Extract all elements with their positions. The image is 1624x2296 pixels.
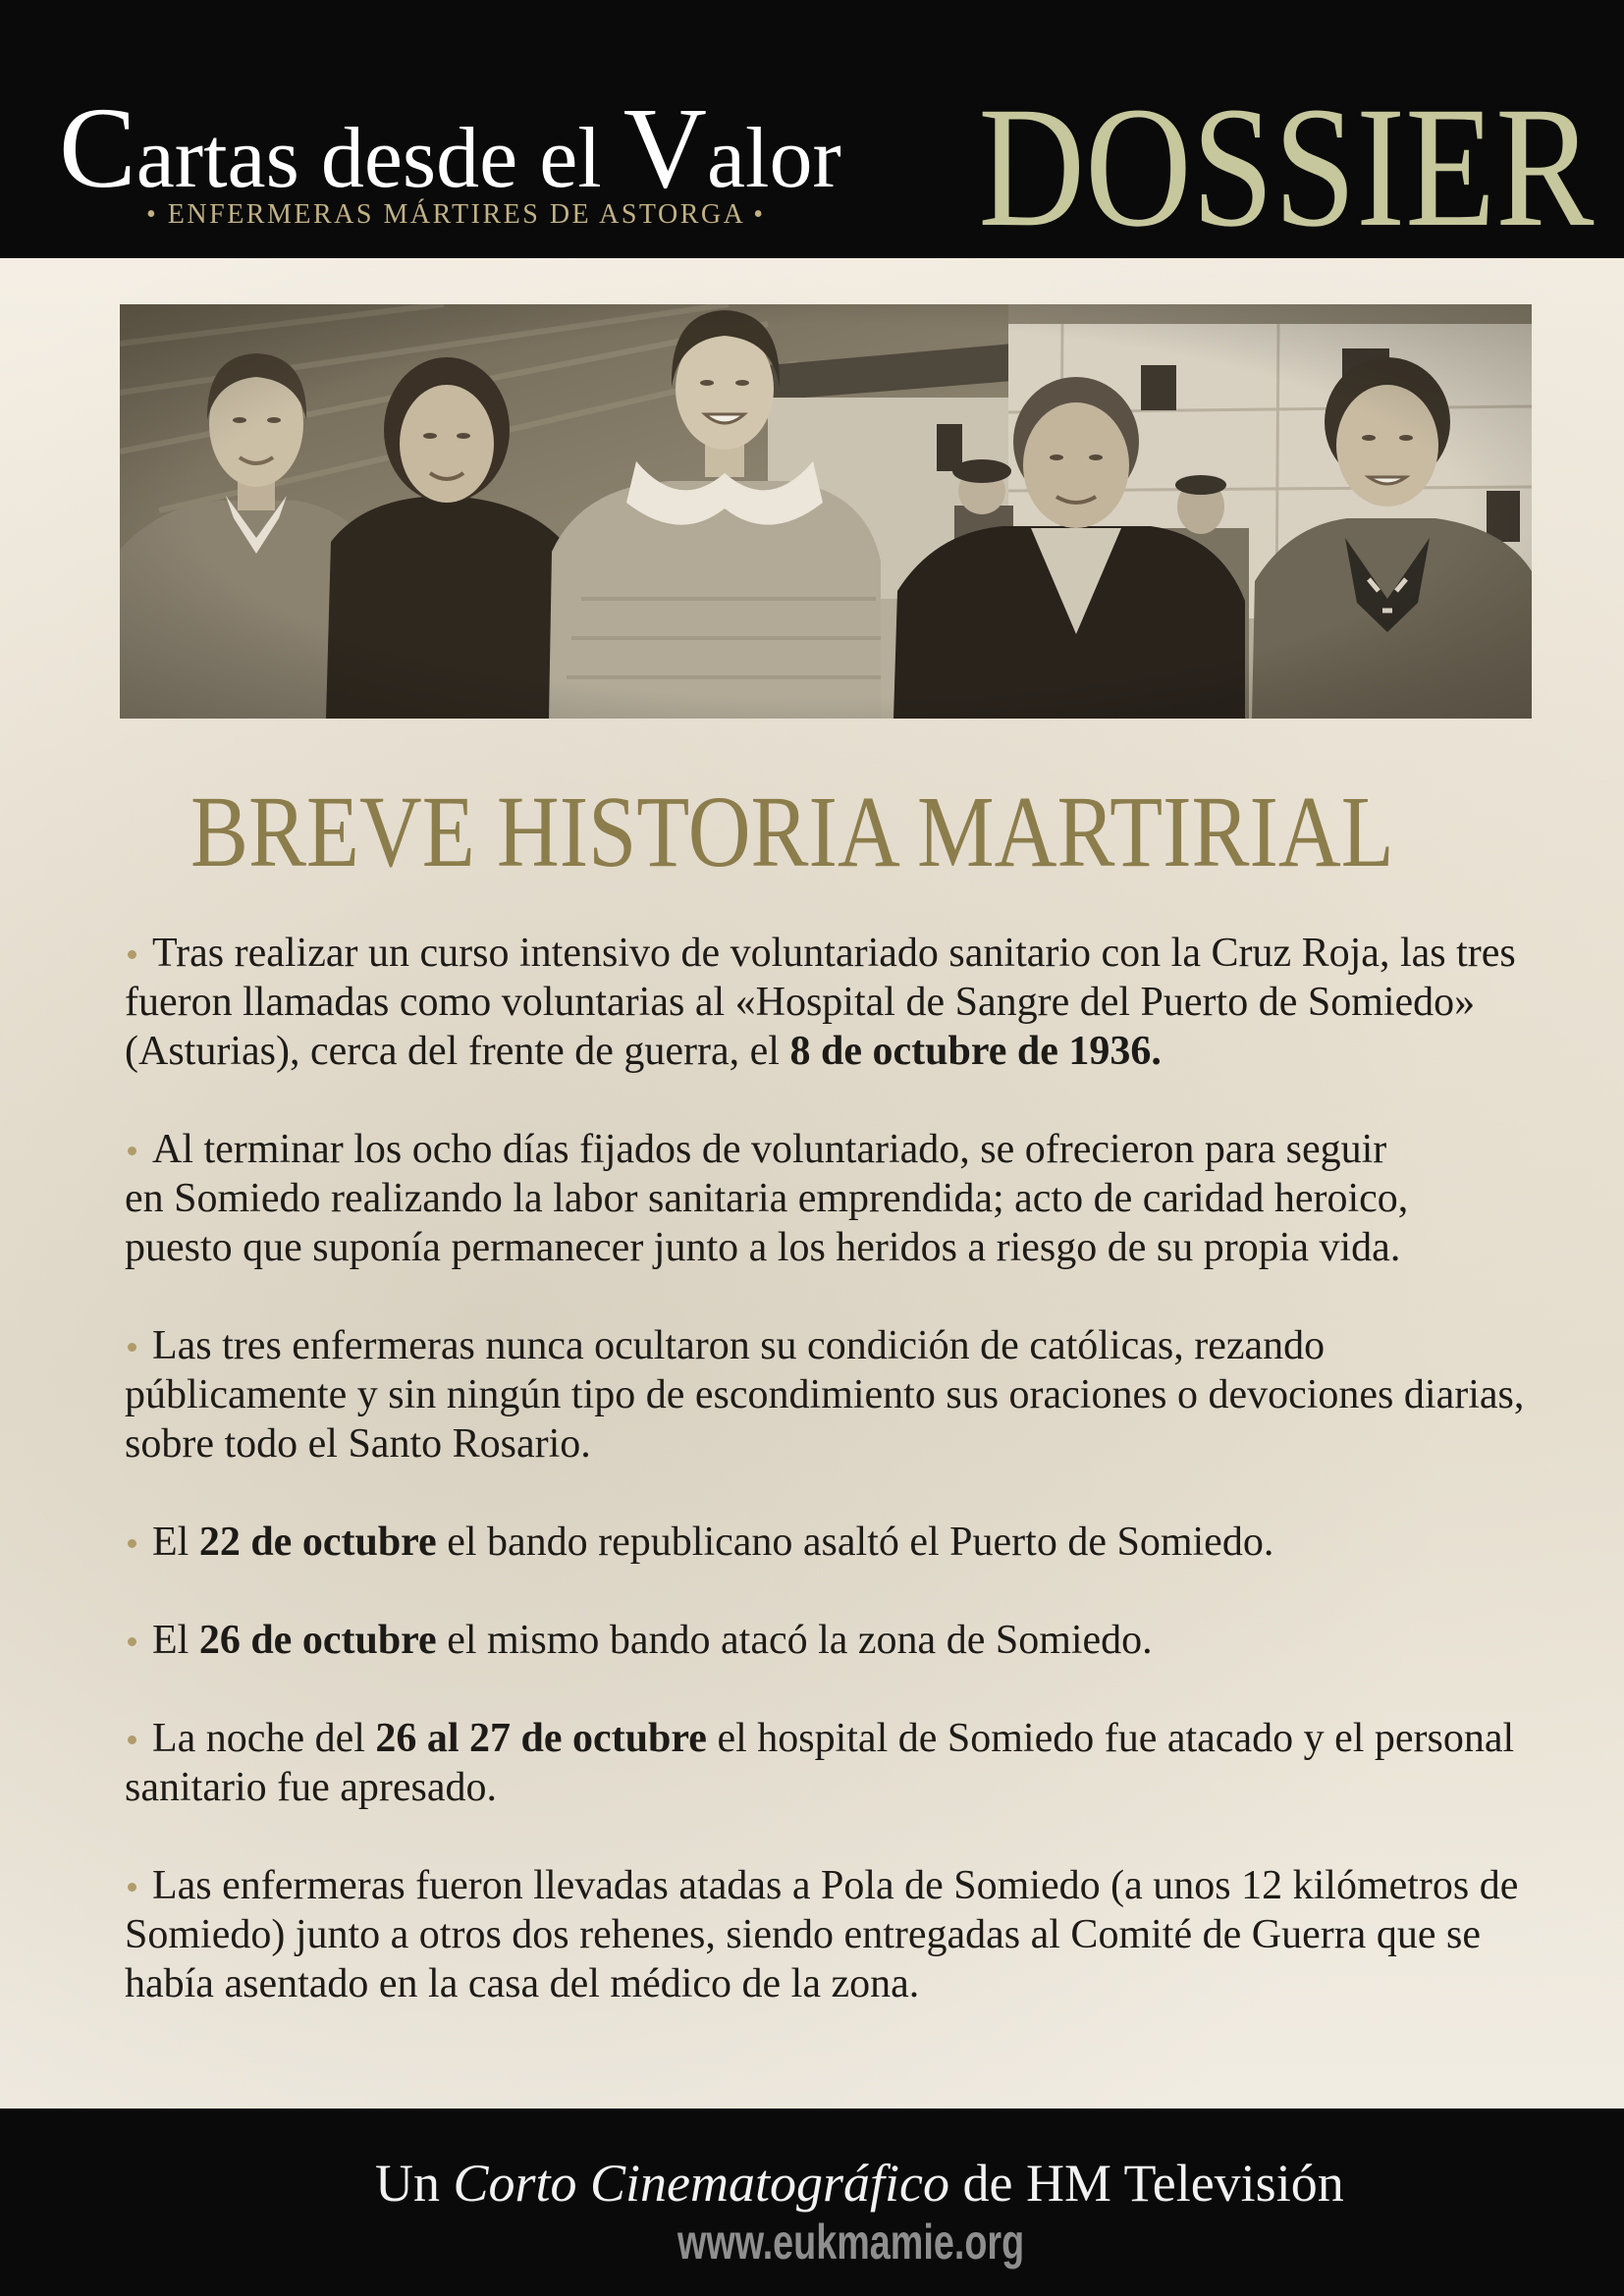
bullet-icon [128,1539,136,1548]
history-item [125,1321,1524,1468]
history-item [125,1518,1524,1567]
text-line [125,929,1524,978]
title-word: Cartas [59,83,299,212]
tagline-italic: Corto Cinematográfico [453,2154,950,2213]
text-run: Las tres enfermeras nunca ocultaron su condición de católicas, rezando [152,1323,1326,1368]
tagline-text: Un [375,2154,454,2213]
text-run: fueron llamadas como voluntarias al «Hospital de Sangre del Puerto de Somiedo» [125,980,1476,1025]
date-highlight: 22 de octubre [198,1520,437,1565]
text-line [125,978,1524,1027]
text-run: Tras realizar un curso intensivo de voluntariado sanitario con la Cruz Roja, las tres [152,931,1516,976]
text-run: sobre todo el Santo Rosario. [125,1421,591,1467]
bullet-icon [128,1883,136,1892]
text-line [125,1321,1524,1370]
page-subtitle: • ENFERMERAS MÁRTIRES DE ASTORGA • [146,199,766,230]
history-item [125,1861,1524,2008]
date-highlight: 26 al 27 de octubre [375,1716,707,1761]
text-line [125,1861,1524,1910]
date-highlight: 26 de octubre [198,1618,437,1663]
text-run: Las enfermeras fueron llevadas atadas a Pola de Somiedo (a unos 12 kilómetros de [152,1863,1519,1908]
history-item [125,1616,1524,1665]
text-line [125,1125,1524,1174]
text-run: había asentado en la casa del médico de la zona. [125,1961,920,2006]
section-title: BREVE HISTORIA MARTIRIAL [190,775,1394,888]
date-highlight: 8 de octubre de 1936. [789,1029,1162,1074]
bullet-icon [128,1735,136,1744]
text-line [125,1910,1524,1959]
footer-tagline [375,2154,1344,2213]
text-run: el bando republicano asaltó el Puerto de Somiedo. [436,1520,1274,1565]
bullet-icon [128,1637,136,1646]
text-line [125,1027,1524,1076]
page-title [59,83,841,212]
tagline-text: de HM Televisión [949,2154,1344,2213]
history-item [125,1125,1524,1272]
title-word: desde [320,111,518,206]
title-word: Valor [623,83,841,212]
text-line [125,1370,1524,1419]
history-item [125,929,1524,1076]
dossier-label: DOSSIER [977,72,1594,263]
text-line [125,1223,1524,1272]
header-bar [0,0,1624,263]
text-run: El [152,1520,199,1565]
bullet-icon [128,1343,136,1352]
title-word: el [539,111,602,206]
text-run: (Asturias), cerca del frente de guerra, el [125,1029,790,1074]
text-line [125,1763,1524,1812]
nurses-photo [120,304,1532,719]
history-item [125,1714,1524,1812]
text-line [125,1518,1524,1567]
photo-vignette [120,304,1532,719]
text-run: Al terminar los ocho días fijados de voluntariado, se ofrecieron para seguir [152,1127,1387,1172]
text-line [125,1714,1524,1763]
text-run: puesto que suponía permanecer junto a los heridos a riesgo de su propia vida. [125,1225,1401,1270]
bullet-icon [128,950,136,959]
text-run: el hospital de Somiedo fue atacado y el personal [706,1716,1515,1761]
text-line [125,1419,1524,1468]
text-line [125,1959,1524,2008]
website-link[interactable]: www.eukmamie.org [677,2215,1025,2269]
history-body [125,929,1524,2057]
text-run: El [152,1618,199,1663]
footer-bar [0,2109,1624,2296]
text-run: en Somiedo realizando la labor sanitaria emprendida; acto de caridad heroico, [125,1176,1409,1221]
text-run: Somiedo) junto a otros dos rehenes, siendo entregadas al Comité de Guerra que se [125,1912,1481,1957]
bullet-icon [128,1147,136,1155]
text-run: sanitario fue apresado. [125,1765,498,1810]
text-line [125,1174,1524,1223]
text-run: públicamente y sin ningún tipo de escondimiento sus oraciones o devociones diarias, [125,1372,1525,1417]
text-run: el mismo bando atacó la zona de Somiedo. [436,1618,1153,1663]
text-line [125,1616,1524,1665]
text-run: La noche del [152,1716,376,1761]
